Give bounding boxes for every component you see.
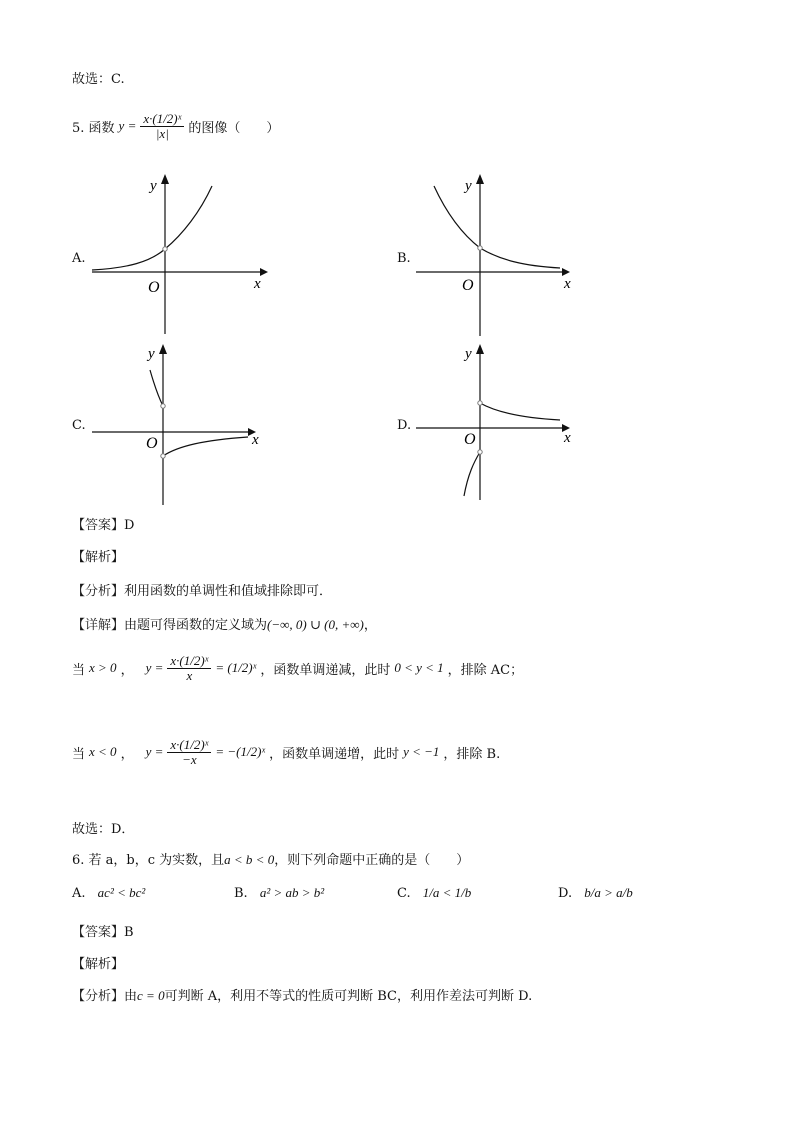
point-marker-bottom: [161, 454, 165, 458]
case1-denominator: x: [186, 667, 193, 683]
x-label: x: [564, 430, 571, 446]
q5-number: 5. 函数: [72, 120, 115, 136]
answer-tag: 【答案】: [72, 925, 125, 940]
case1-rhs: = (1/2)ˣ: [215, 660, 257, 676]
q6-fenxi-cond: c = 0: [137, 988, 165, 1003]
case2-tail: ，排除 B.: [443, 746, 501, 762]
case1-tail: ，排除 AC；: [447, 662, 524, 678]
case2-text: ，函数单调递增，此时: [269, 746, 400, 762]
q6-option-d-expr: b/a > a/b: [584, 885, 633, 900]
q5-graph-b: [414, 172, 584, 342]
origin-label: O: [146, 435, 158, 452]
y-axis-arrow-icon: [159, 344, 167, 354]
q5-graph-d: [414, 340, 584, 510]
fenxi-tag: 【分析】: [72, 989, 125, 1004]
q5-option-b-label: B.: [397, 251, 411, 266]
q6-option-c: [397, 885, 471, 901]
q5-detail-text: 由题可得函数的定义域为: [124, 618, 268, 633]
case1-mid: ，: [120, 662, 134, 678]
curve-right: [480, 403, 560, 420]
x-axis-arrow-icon: [562, 268, 570, 276]
point-marker: [163, 247, 167, 251]
q6-answer: B: [124, 925, 134, 940]
q6-option-c-expr: 1/a < 1/b: [422, 885, 472, 900]
origin-label: O: [148, 279, 160, 296]
q5-fenxi: 利用函数的单调性和值域排除即可．: [124, 584, 333, 599]
case2-prefix: 当: [72, 746, 86, 762]
case2-fraction: [167, 738, 211, 766]
curve-left: [464, 452, 480, 496]
q5-y-eq: y =: [118, 118, 137, 134]
q5-option-a-label: A.: [72, 251, 86, 266]
x-label: x: [564, 276, 571, 292]
case1-fraction: [167, 654, 211, 682]
y-label: y: [465, 178, 472, 194]
case2-rhs: = −(1/2)ˣ: [215, 744, 266, 760]
q5-conclusion: 故选：D．: [72, 822, 135, 837]
q6-stem: [72, 849, 469, 868]
origin-label: O: [464, 431, 476, 448]
case1-text: ，函数单调递减，此时: [260, 662, 391, 678]
y-label: y: [148, 346, 155, 362]
q6-option-a: [72, 885, 145, 901]
y-label: y: [465, 346, 472, 362]
q5-stem: [72, 112, 279, 140]
q5-comma: ，: [363, 618, 377, 633]
q6-option-a-label: A.: [72, 886, 86, 901]
case1-numerator: x·(1/2)ˣ: [167, 654, 211, 669]
q6-fenxi-pre: 由: [124, 989, 138, 1004]
q5-case1-line: [72, 654, 523, 682]
q6-fenxi-line: [72, 985, 532, 1004]
curve: [92, 186, 212, 270]
q6-option-b-label: B.: [234, 886, 248, 901]
point-marker-top: [161, 404, 165, 408]
curve-left: [150, 370, 163, 406]
y-axis-arrow-icon: [161, 174, 169, 184]
x-axis-arrow-icon: [260, 268, 268, 276]
y-axis-arrow-icon: [476, 174, 484, 184]
case2-eq-lhs: y =: [145, 744, 164, 760]
x-label: x: [254, 276, 261, 292]
point-marker: [478, 246, 482, 250]
q6-option-b: [234, 885, 324, 901]
case1-range: 0 < y < 1: [394, 660, 444, 676]
case2-mid: ，: [120, 746, 134, 762]
q6-condition: a < b < 0: [224, 852, 275, 867]
q5-domain-expr: (−∞, 0) ∪ (0, +∞): [267, 617, 364, 632]
curve-right: [163, 437, 248, 456]
y-label: y: [150, 178, 157, 194]
case2-numerator: x·(1/2)ˣ: [167, 738, 211, 753]
q6-option-d-label: D.: [558, 886, 573, 901]
q6-option-d: [558, 885, 633, 901]
q5-answer-line: [72, 514, 134, 533]
case2-range: y < −1: [403, 744, 440, 760]
q5-func-denominator: |x|: [155, 125, 169, 141]
case2-cond: x < 0: [89, 744, 117, 760]
q6-option-a-expr: ac² < bc²: [97, 885, 146, 900]
q6-answer-line: [72, 921, 134, 940]
fenxi-tag: 【分析】: [72, 584, 125, 599]
q5-func-numerator: x·(1/2)ˣ: [140, 112, 184, 127]
answer-tag: 【答案】: [72, 518, 125, 533]
case2-denominator: −x: [182, 751, 197, 767]
q5-graph-c: [88, 340, 278, 510]
case1-prefix: 当: [72, 662, 86, 678]
q5-option-d-label: D.: [397, 418, 412, 433]
origin-label: O: [462, 277, 474, 294]
q5-detail-line: [72, 614, 377, 633]
q5-case2-line: [72, 738, 500, 766]
y-axis-arrow-icon: [476, 344, 484, 354]
q5-function-fraction: [140, 112, 184, 140]
q6-stem-tail: ，则下列命题中正确的是（ ）: [274, 853, 470, 868]
q5-fenxi-line: [72, 580, 332, 599]
prev-conclusion: 故选：C.: [72, 72, 125, 87]
q6-option-c-label: C.: [397, 886, 411, 901]
q6-analysis-tag: 【解析】: [72, 957, 125, 972]
x-label: x: [252, 432, 259, 448]
q5-stem-tail: 的图像（ ）: [188, 120, 280, 136]
point-marker-bottom: [478, 450, 482, 454]
curve: [434, 186, 560, 268]
q5-analysis-tag: 【解析】: [72, 550, 125, 565]
point-marker-top: [478, 401, 482, 405]
q6-option-b-expr: a² > ab > b²: [259, 885, 325, 900]
xiangjie-tag: 【详解】: [72, 618, 125, 633]
q6-fenxi-post: 可判断 A，利用不等式的性质可判断 BC，利用作差法可判断 D.: [164, 989, 533, 1004]
q5-graph-a: [88, 172, 278, 342]
q5-answer: D: [124, 518, 135, 533]
case1-eq-lhs: y =: [145, 660, 164, 676]
case1-cond: x > 0: [89, 660, 117, 676]
q5-option-c-label: C.: [72, 418, 86, 433]
q6-stem-text: 6. 若 a，b，c 为实数，且: [72, 853, 225, 868]
